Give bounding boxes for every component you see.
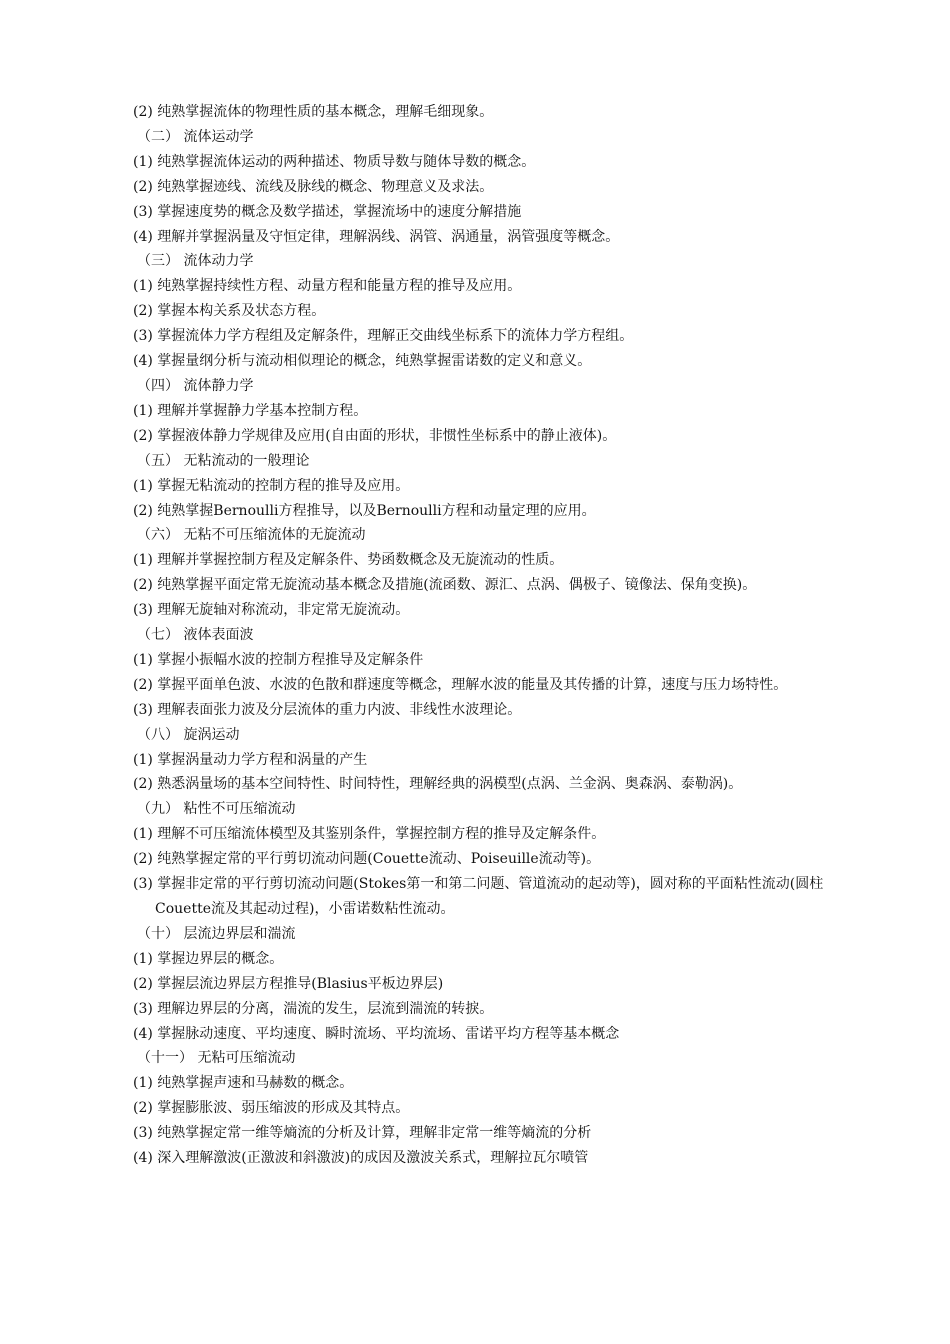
document-page xyxy=(133,100,863,1171)
section-heading: （二） 流体运动学 xyxy=(137,128,254,145)
list-item: (2) 纯熟掌握Bernoulli方程推导，以及Bernoulli方程和动量定理的应用。 xyxy=(133,502,596,519)
list-item: (2) 掌握本构关系及状态方程。 xyxy=(133,303,326,320)
list-item: (2) 掌握膨胀波、弱压缩波的形成及其特点。 xyxy=(133,1100,410,1117)
list-item: (1) 纯熟掌握持续性方程、动量方程和能量方程的推导及应用。 xyxy=(133,278,522,295)
list-item: (2) 纯熟掌握定常的平行剪切流动问题(Couette流动、Poiseuille流动等)。 xyxy=(133,851,601,868)
list-item: (3) 纯熟掌握定常一维等熵流的分析及计算，理解非定常一维等熵流的分析 xyxy=(133,1125,592,1142)
section-heading: （七） 液体表面波 xyxy=(137,627,254,644)
list-item: (4) 掌握量纲分析与流动相似理论的概念，纯熟掌握雷诺数的定义和意义。 xyxy=(133,353,592,370)
section-heading: （五） 无粘流动的一般理论 xyxy=(137,452,310,469)
list-item: (3) 掌握流体力学方程组及定解条件，理解正交曲线坐标系下的流体力学方程组。 xyxy=(133,328,634,345)
section-heading: （四） 流体静力学 xyxy=(137,377,254,394)
list-item: (1) 掌握涡量动力学方程和涡量的产生 xyxy=(133,751,368,768)
section-heading: （三） 流体动力学 xyxy=(137,253,254,270)
section-heading: （十） 层流边界层和湍流 xyxy=(137,925,296,942)
list-item: (3) 理解无旋轴对称流动，非定常无旋流动。 xyxy=(133,602,410,619)
list-item: (1) 掌握边界层的概念。 xyxy=(133,950,284,967)
section-heading: （八） 旋涡运动 xyxy=(137,726,240,743)
list-item: (2) 纯熟掌握迹线、流线及脉线的概念、物理意义及求法。 xyxy=(133,178,494,195)
list-item: (4) 深入理解激波(正激波和斜激波)的成因及激波关系式，理解拉瓦尔喷管 xyxy=(133,1150,589,1167)
list-item: (2) 熟悉涡量场的基本空间特性、时间特性，理解经典的涡模型(点涡、兰金涡、奥森涡、泰勒涡)。 xyxy=(133,776,743,793)
list-item: (4) 理解并掌握涡量及守恒定律，理解涡线、涡管、涡通量，涡管强度等概念。 xyxy=(133,228,620,245)
list-item: (1) 掌握小振幅水波的控制方程推导及定解条件 xyxy=(133,651,424,668)
list-item: (3) 理解表面张力波及分层流体的重力内波、非线性水波理论。 xyxy=(133,701,522,718)
section-heading: （十一） 无粘可压缩流动 xyxy=(137,1050,296,1067)
list-item: (3) 掌握速度势的概念及数学描述，掌握流场中的速度分解措施 xyxy=(133,203,522,220)
list-item: (1) 理解并掌握控制方程及定解条件、势函数概念及无旋流动的性质。 xyxy=(133,552,564,569)
list-item: (1) 理解并掌握静力学基本控制方程。 xyxy=(133,402,368,419)
list-item: (1) 理解不可压缩流体模型及其鉴别条件，掌握控制方程的推导及定解条件。 xyxy=(133,826,606,843)
list-item: (3) 掌握非定常的平行剪切流动问题(Stokes第一和第二问题、管道流动的起动等)，圆对称的平面粘性流动(圆柱Couette流及其起动过程)，小雷诺数粘性流动。 xyxy=(133,876,824,917)
list-item: (2) 纯熟掌握平面定常无旋流动基本概念及措施(流函数、源汇、点涡、偶极子、镜像法、保角变换)。 xyxy=(133,577,757,594)
list-item: (1) 纯熟掌握流体运动的两种描述、物质导数与随体导数的概念。 xyxy=(133,153,536,170)
section-heading: （九） 粘性不可压缩流动 xyxy=(137,801,296,818)
list-item: (3) 理解边界层的分离，湍流的发生，层流到湍流的转捩。 xyxy=(133,1000,494,1017)
list-item: (1) 纯熟掌握声速和马赫数的概念。 xyxy=(133,1075,354,1092)
list-item: (2) 掌握平面单色波、水波的色散和群速度等概念，理解水波的能量及其传播的计算，速度与压力场特性。 xyxy=(133,676,788,693)
list-item: (2) 掌握层流边界层方程推导(Blasius平板边界层) xyxy=(133,975,444,992)
section-heading: （六） 无粘不可压缩流体的无旋流动 xyxy=(137,527,366,544)
list-item: (4) 掌握脉动速度、平均速度、瞬时流场、平均流场、雷诺平均方程等基本概念 xyxy=(133,1025,620,1042)
list-item: (2) 掌握液体静力学规律及应用(自由面的形状，非惯性坐标系中的静止液体)。 xyxy=(133,427,617,444)
list-item: (1) 掌握无粘流动的控制方程的推导及应用。 xyxy=(133,477,410,494)
list-item: (2) 纯熟掌握流体的物理性质的基本概念，理解毛细现象。 xyxy=(133,104,494,120)
